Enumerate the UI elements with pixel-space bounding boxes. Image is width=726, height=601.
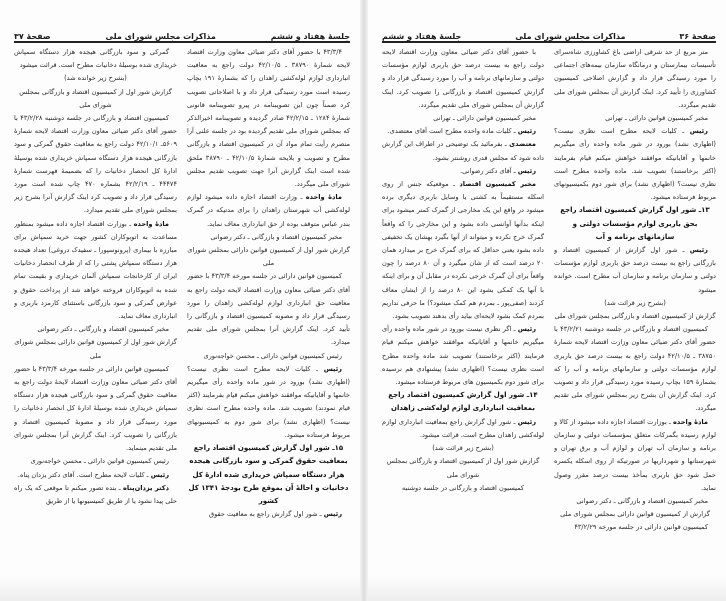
centered-line bbox=[14, 72, 177, 85]
running-head-left bbox=[14, 27, 350, 41]
paragraph-text: گزارش شور اول از کمیسیون اقتصاد و بازرگانی بمجلس شورای ملی bbox=[386, 457, 540, 479]
paragraph-text: گزارش شور اول از کمیسیون قوانین دارائی بمجلس شورای ملی bbox=[14, 338, 177, 360]
paragraph-text: کمیسیون اقتصاد و بازرگانی در جلسه دوشنبه ۴۳/۲/۲۱ با حضور آقای دکتر ضیائی معاون وزارت اقتصاد لایحه شمارهٔ ۳۸۷۵۰ ـ ۴۲/۱۰/۵ دولت راجع به بیست درصد حق باربری لوازم مؤسسات دولتی و سازمانهای برنامه و آب را که بشمارهٔ ۱۵۹ بچاپ رسیده مورد رسیدگی قرار داد و تصویب کرد. اینک گزارش آن بشرح زیر بمجلس شورای ملی تقدیم میگردد. bbox=[554, 325, 716, 413]
paragraph-text: ـ بنده تصور میکنم تا موقعی که یک راه حلی پیدا نشود یا از طریق کمیسیونها یا از طریق bbox=[14, 483, 177, 505]
running-head-right bbox=[382, 27, 716, 41]
paragraph-text: مخبر کمیسیون اقتصاد و بازرگانی ـ دکتر رضوانی bbox=[210, 232, 342, 241]
paragraph bbox=[14, 469, 177, 482]
paragraph bbox=[382, 125, 544, 138]
speaker-name: رئیس bbox=[323, 510, 342, 519]
paragraph bbox=[187, 363, 350, 442]
paragraph-text: ـ شور اول گزارش از کمیسیون اقتصاد و بازرگانی راجع به بیست درصد حق باربری لوازم مؤسسات دولتی و سازمان برنامه و سازمان آب مطرح است. خوانده میشود bbox=[554, 246, 716, 294]
scan-shadow bbox=[0, 575, 360, 601]
paragraph bbox=[554, 46, 716, 112]
section-heading bbox=[554, 204, 716, 244]
paragraph-text: متر مربع از حد شرقی اراضی باغ کشاورزی شاه‌سرای تأسیسات بیمارستان و درمانگاه سازمان بیمه‌های اجتماعی را مورد رسیدگی قرار داد و گزارش اصلاحی کمیسیون کشاورزی را تأیید کرد. اینک گزارش آن بمجلس شورای ملی تقدیم میگردد. bbox=[554, 48, 716, 109]
column-outer bbox=[554, 46, 716, 587]
paragraph bbox=[382, 46, 544, 112]
article-label: مادهٔ واحده bbox=[133, 219, 169, 228]
scan-shadow bbox=[368, 575, 726, 601]
page-37 bbox=[0, 0, 360, 601]
paragraph-text: ـ کلیات لایحه مطرح است نظری نیست؟ (اظهاری نشد) بورود در شور ماده واحده رأی میگیریم خانمها و آقایانیکه موافقند خواهش میکنم قیام بفرمایند (اکثر قیام نمودند) تصویب شد. ماده واحده مطرح است نظری نیست؟ (اظهاری نشد) برای شور دوم به کمیسیونهای مربوط فرستاده میشود. bbox=[187, 364, 350, 439]
speaker-name: مخبر کمیسیون اقتصاد bbox=[459, 180, 536, 189]
paragraph bbox=[554, 112, 716, 125]
paragraph-text: کمیسیون اقتصاد و بازرگانی در جلسه دوشنبه ۴۳/۲/۲۸ با حضور آقای دکتر ضیائی معاون وزارت اقتصاد لایحه شمارهٔ ۵۶۰۹ـ ۴۲/۱۰/۱ دولت راجع به معافیت حقوق گمرکی و سود بازرگانی هیجده هزار دستگاه سمپاش خریداری شده بوسیلهٔ ادارهٔ کل انحصار دخانیات را که بضمیمهٔ فهرست شمارهٔ ۴۴۴۷۴ ـ ۴۲/۲/۱۹ بشماره ۴۷۰ چاپ شده است مورد رسیدگی قرار داد و تصویب کرد اینک گزارش آنرا بشرح زیر بمجلس شورای ملی تقدیم میدارد. bbox=[14, 114, 177, 215]
paragraph bbox=[14, 363, 177, 455]
page-36 bbox=[368, 0, 726, 601]
centered-line bbox=[382, 442, 544, 455]
column-inner bbox=[187, 46, 350, 587]
paragraph bbox=[14, 218, 177, 324]
section-heading bbox=[187, 442, 350, 508]
paragraph-text: با حضور آقای دکتر ضیائی معاون وزارت اقتصاد لایحه دولت راجع به بیست درصد حق باربری لوازم مؤسسات دولتی و سازمانهای برنامه و آب را مورد رسیدگی قرار داد و گزارش کمیسیون اقتصاد و بازرگانی را تصویب کرد. اینک گزارش آن بمجلس شورای ملی تقدیم میگردد. bbox=[382, 48, 544, 109]
paragraph-text: مخبر کمیسیون قوانین دارائی ـ تهرانی bbox=[605, 114, 708, 123]
speaker-name: رئیس bbox=[517, 127, 536, 136]
session-title: جلسهٔ هفتاد و ششم bbox=[270, 32, 350, 41]
paragraph bbox=[14, 323, 177, 336]
page-number: صفحهٔ ۳۶ bbox=[679, 32, 716, 41]
speaker-name: رئیس bbox=[517, 325, 536, 334]
centered-line bbox=[187, 244, 350, 270]
centered-line bbox=[14, 336, 177, 362]
paragraph-text: گزارش شور اول از کمیسیون قوانین دارائی بمجلس شورای ملی bbox=[187, 246, 350, 268]
paragraph bbox=[14, 455, 177, 468]
session-title: جلسهٔ هفتاد و ششم bbox=[382, 32, 462, 41]
paragraph-text: گزارش از کمیسیون اقتصاد و بازرگانی بمجلس شورای ملی bbox=[554, 312, 716, 321]
column-inner bbox=[382, 46, 544, 587]
publication-title: مذاکرات مجلس شورای ملی bbox=[105, 32, 216, 41]
paragraph bbox=[14, 112, 177, 218]
paragraph-text: مخبر کمیسیون قوانین دارائی ـ تهرانی bbox=[433, 114, 536, 123]
section-heading bbox=[382, 389, 544, 415]
speaker-name: رئیس bbox=[323, 364, 342, 373]
paragraph-text: رئیس کمیسیون قوانین دارائی ـ محسن خواجه‌نوری bbox=[30, 457, 169, 466]
speaker-name: دکتر یزدان‌پناه bbox=[123, 483, 169, 492]
paragraph-text: ۴۳/۳/۴ با حضور آقای دکتر ضیائی معاون وزارت اقتصاد لایحه شمارهٔ ۳۸۷۹۰ ـ ۴۲/۱۰/۵ دولت راجع به معافیت انبارداری لوازم لوله‌کشی زاهدان را که بشمارهٔ ۱۹۱ بچاپ رسیده است مورد رسیدگی قرار داد و با اصلاحاتی تصویب کرد ضمناً چون این تصویبنامه در پیرو تصویبنامه قانونی شمارهٔ ۱۲۸۴ ـ ۴۲/۲/۱۵ صادر گردیده و تصویبنامه اخیرالذکر که بمجلس شورای ملی تقدیم گردیده بود در جلسه علنی آرا منصرم رأیت تمام مواد آن در کمیسیون اقتصاد و بازرگانی مطرح و تصویب و بلایحه شمارهٔ ۴۲/۱۰/۵ ـ ۳۸۷۹۰ ملحق شده است اینک گزارش آنرا جهت تصویب تقدیم مجلس شورای ملی میگردد. bbox=[187, 48, 350, 189]
paragraph-text: ـ وزارت اقتصاد اجازه داده میشود لوازم لوله‌کشی آب شهرستان زاهدان را برای مدتیکه در گمرک بندر عباس متوقف بوده از حق انبارداری معاف نماید. bbox=[187, 193, 350, 228]
paragraph-text: مخبر کمیسیون اقتصاد و بازرگانی ـ دکتر رضوانی bbox=[576, 496, 708, 505]
speaker-name: رئیس bbox=[689, 127, 708, 136]
paragraph-text: ـ شور اول گزارش راجع بمعافیت انبارداری لوازم لوله‌کشی زاهدان مطرح است. قرائت میشود. bbox=[382, 417, 544, 439]
paragraph-text: (بشرح زیر قرائت شد) bbox=[432, 444, 494, 453]
paragraph-text: ـ بفرمائید یک توضیحی در اطراف این گزارش داده شود که مجلس قدری روشنتر بشود. bbox=[382, 140, 544, 162]
centered-line bbox=[554, 508, 716, 521]
paragraph-text: گزارش از کمیسیون قوانین دارائی بمجلس شورای ملی bbox=[560, 510, 710, 519]
paragraph bbox=[14, 482, 177, 508]
paragraph-text: ـ کلیات لایحه مطرح است نظری نیست؟ (اظهاری نشد) بورود در شور ماده واحده رأی میگیریم خانمها و آقایانیکه موافقند خواهش میکنم قیام بفرمایند (اکثر برخاستند) تصویب شد. ماده واحده مطرح است نظری نیست؟ (اظهاری نشد) برای شور دوم بکمیسیونهای مربوط فرستاده میشود. bbox=[554, 127, 716, 202]
paragraph-text: ۱۵ـ شور اول گزارش کمیسیون اقتصاد راجع بمعافیت حقوق گمرکی و سود بازرگانی هیجده هزار دستگاه سمپاش خریداری شده ادارهٔ کل دخانیات و احالهٔ آن بموقع طرح بودجهٔ ۱۳۴۱ کل کشور bbox=[188, 444, 349, 505]
paragraph bbox=[382, 165, 544, 178]
paragraph-text: ـ کلیات لایحه مطرح است. آقای دکتر یزدان پناه. bbox=[17, 470, 149, 479]
paragraph-text: ـ بوزارت اقتصاد اجازه داده میشود از کالا و لوازم رسیده بگمرکات متعلق بمؤسسات دولتی و سازمان برنامه و سازمان آب تهران و لوازم آب و برق تهران و شهرستانها و شهرداریها در صورتیکه از روی اسکله یکسره حمل شود حق باربری بمأخذ بیست درصد مقرر وصول نماید. bbox=[554, 417, 716, 492]
paragraph-text: ـ بوزارت اقتصاد اجازه داده میشود بمنظور مساعدت به اتوبوکاران کشور جهت خرید سمپاش برای مبارزه با بیماری (پرونوسپورا ـ سفیدک دروغی) تعداد هیجده هزار دستگاه سمپاش پشتی را که از طرف انحصار دخانیات ایران از کارخانجات سمپاش آلمان خریداری و بقیمت تمام شده به اتوبوکاران فروخته خواهد شد از پرداخت حقوق و عوارض گمرکی و سود بازرگانی باستثنای کارمزد باربری و انبارداری معاف نماید. bbox=[14, 219, 177, 321]
header-rule bbox=[14, 41, 350, 43]
article-label: مادهٔ واحده bbox=[673, 417, 708, 426]
paragraph bbox=[554, 416, 716, 495]
paragraph bbox=[554, 495, 716, 508]
paragraph-text: ۱۴ـ شور اول گزارش کمیسیون اقتصاد راجع بمعافیت انبارداری لوازم لوله‌کشی زاهدان bbox=[388, 391, 538, 413]
speaker-name: رئیس bbox=[517, 417, 536, 426]
article-label: مادهٔ واحده bbox=[305, 193, 342, 202]
paragraph bbox=[554, 244, 716, 297]
paragraph bbox=[382, 138, 544, 164]
centered-line bbox=[554, 310, 716, 323]
header-rule bbox=[382, 41, 716, 43]
paragraph bbox=[554, 323, 716, 415]
paragraph bbox=[382, 178, 544, 323]
page-number: صفحهٔ ۳۷ bbox=[14, 32, 51, 41]
paragraph-text: ـ موقعیکه جنس از روی اسکله مستقیماً به کشتی یا وسایل باربری دیگری برده میشود در واقع این یک مخارجی از گمرک کمتر میشود برای اینکه بدآنها آوانسی داده بشود و این مخارجی را که واقعاً گمرک خرج نکرده و میتواند از آنها بگیرد بهشان یک تخفیفی داده بشود یعنی حداقل که برای گمرک خرج بر میدارد همان ۲۰ درصد است که از شان میگیرد و آن ۸۰ درصد را چون واقعاً برای آن گمرک خرجی نکرده در مقابل آن و برای اینکه با آنها یک کمکی بشود این ۸۰ درصد را از ایشان معاف کردند (صفی‌پور ـ بمردم هم کمک میشود؟) ما حرفی نداریم بمردم کمک بشود لایحه‌ای بیاید رأی بدهند تصویب بشود. bbox=[382, 180, 544, 321]
paragraph-text: ۱۳ـ شور اول گزارش کمیسیون اقتصاد راجع بحق باربری لوازم مؤسسات دولتی و سازمانهای برنامه و آب bbox=[560, 206, 710, 241]
paragraph bbox=[187, 46, 350, 191]
centered-line bbox=[382, 482, 544, 495]
paragraph-text: (بشرح زیر خوانده شد) bbox=[64, 74, 127, 83]
paragraph-text: ـ شور اول گزارش راجع به معافیت حقوق bbox=[208, 510, 322, 519]
speaker-name: رئیس bbox=[689, 246, 708, 255]
paragraph-text: (بشرح زیر قرائت شد) bbox=[604, 298, 666, 307]
text-columns-left bbox=[14, 46, 350, 587]
paragraph-text: کمیسیون قوانین دارائی در جلسه مورخه ۴۳/۲/۲۹ bbox=[574, 523, 708, 532]
speaker-name: معتضدی bbox=[509, 140, 536, 149]
column-outer bbox=[14, 46, 177, 587]
paragraph-text: ـ اگر نظری نیست بورود در شور ماده واحده رأی میگیریم خانمها و آقایانیکه موافقند خواهش میکنم قیام فرمایند (اکثر برخاستند) تصویب شد ماده واحده مطرح است نظری نیست؟ (اظهاری نشد) پیشنهادی هم نرسیده برای شور دوم بکمیسیون های مربوط فرستاده میشود. bbox=[382, 325, 544, 387]
speaker-name: رئیس bbox=[517, 166, 536, 175]
text-columns-right bbox=[382, 46, 716, 587]
paragraph-text: ـ آقای دکتر رضوانی. bbox=[460, 166, 516, 175]
paragraph bbox=[187, 231, 350, 244]
paragraph bbox=[554, 125, 716, 204]
paragraph bbox=[187, 270, 350, 349]
centered-line bbox=[14, 86, 177, 112]
paragraph-text: رئیس کمیسیون قوانین دارائی ـ محسن خواجه‌نوری bbox=[203, 351, 342, 360]
paragraph bbox=[187, 508, 350, 521]
paragraph-text: گمرکی و سود بازرگانی هیجده هزار دستگاه سمپاش خریداری شده بوسیلهٔ دخانیات مطرح است. قرائت میشود bbox=[14, 48, 177, 70]
paragraph-text: مخبر کمیسیون اقتصاد و بازرگانی ـ دکتر رضوانی bbox=[37, 325, 169, 334]
speaker-name: رئیس bbox=[150, 470, 169, 479]
paragraph-text: کمیسیون قوانین دارائی در جلسه مورخه ۴۳/۳/۴ با حضور آقای دکتر ضیائی معاون وزارت اقتصاد لایحه دولت راجع به معافیت حق انبارداری لوازم لوله‌کشی زاهدان را مورد رسیدگی قرار داد و مصوبه کمیسیون اقتصاد و بازرگانی را تأیید کرد. اینک گزارش آنرا بمجلس شورای ملی تقدیم میدارد. bbox=[187, 272, 350, 347]
paragraph bbox=[382, 416, 544, 442]
paragraph bbox=[187, 350, 350, 363]
paragraph bbox=[187, 191, 350, 231]
paragraph bbox=[554, 521, 716, 534]
paragraph-text: ـ کلیات ماده واحده مطرح است آقای معتضدی. bbox=[387, 127, 516, 136]
paragraph bbox=[14, 46, 177, 72]
paragraph bbox=[382, 112, 544, 125]
publication-title: مذاکرات مجلس شورای ملی bbox=[515, 32, 626, 41]
centered-line bbox=[554, 297, 716, 310]
book-gutter bbox=[360, 0, 368, 601]
paragraph-text: گزارش شور اول از کمیسیون اقتصاد و بازرگانی بمجلس شورای ملی bbox=[19, 87, 172, 109]
paragraph bbox=[382, 323, 544, 389]
paragraph-text: کمیسیون اقتصاد و بازرگانی در جلسه دوشنبه bbox=[401, 483, 525, 492]
centered-line bbox=[382, 455, 544, 481]
paragraph-text: کمیسیون قوانین دارائی در جلسه مورخه ۴۳/۳/۴ با حضور آقای دکتر ضیائی معاون وزارت اقتصاد لایحهٔ دولت راجع به معافیت حقوق گمرکی و سود بازرگانی هیجده هزار دستگاه سمپاش خریداری شده بوسیلهٔ ادارهٔ کل انحصار دخانیات را مورد رسیدگی قرار داد و مصوبهٔ کمیسیون اقتصاد و بازرگانی را تصویب کرد. اینک گزارش آنرا بمجلس شورای ملی تقدیم مینماید. bbox=[14, 364, 177, 453]
